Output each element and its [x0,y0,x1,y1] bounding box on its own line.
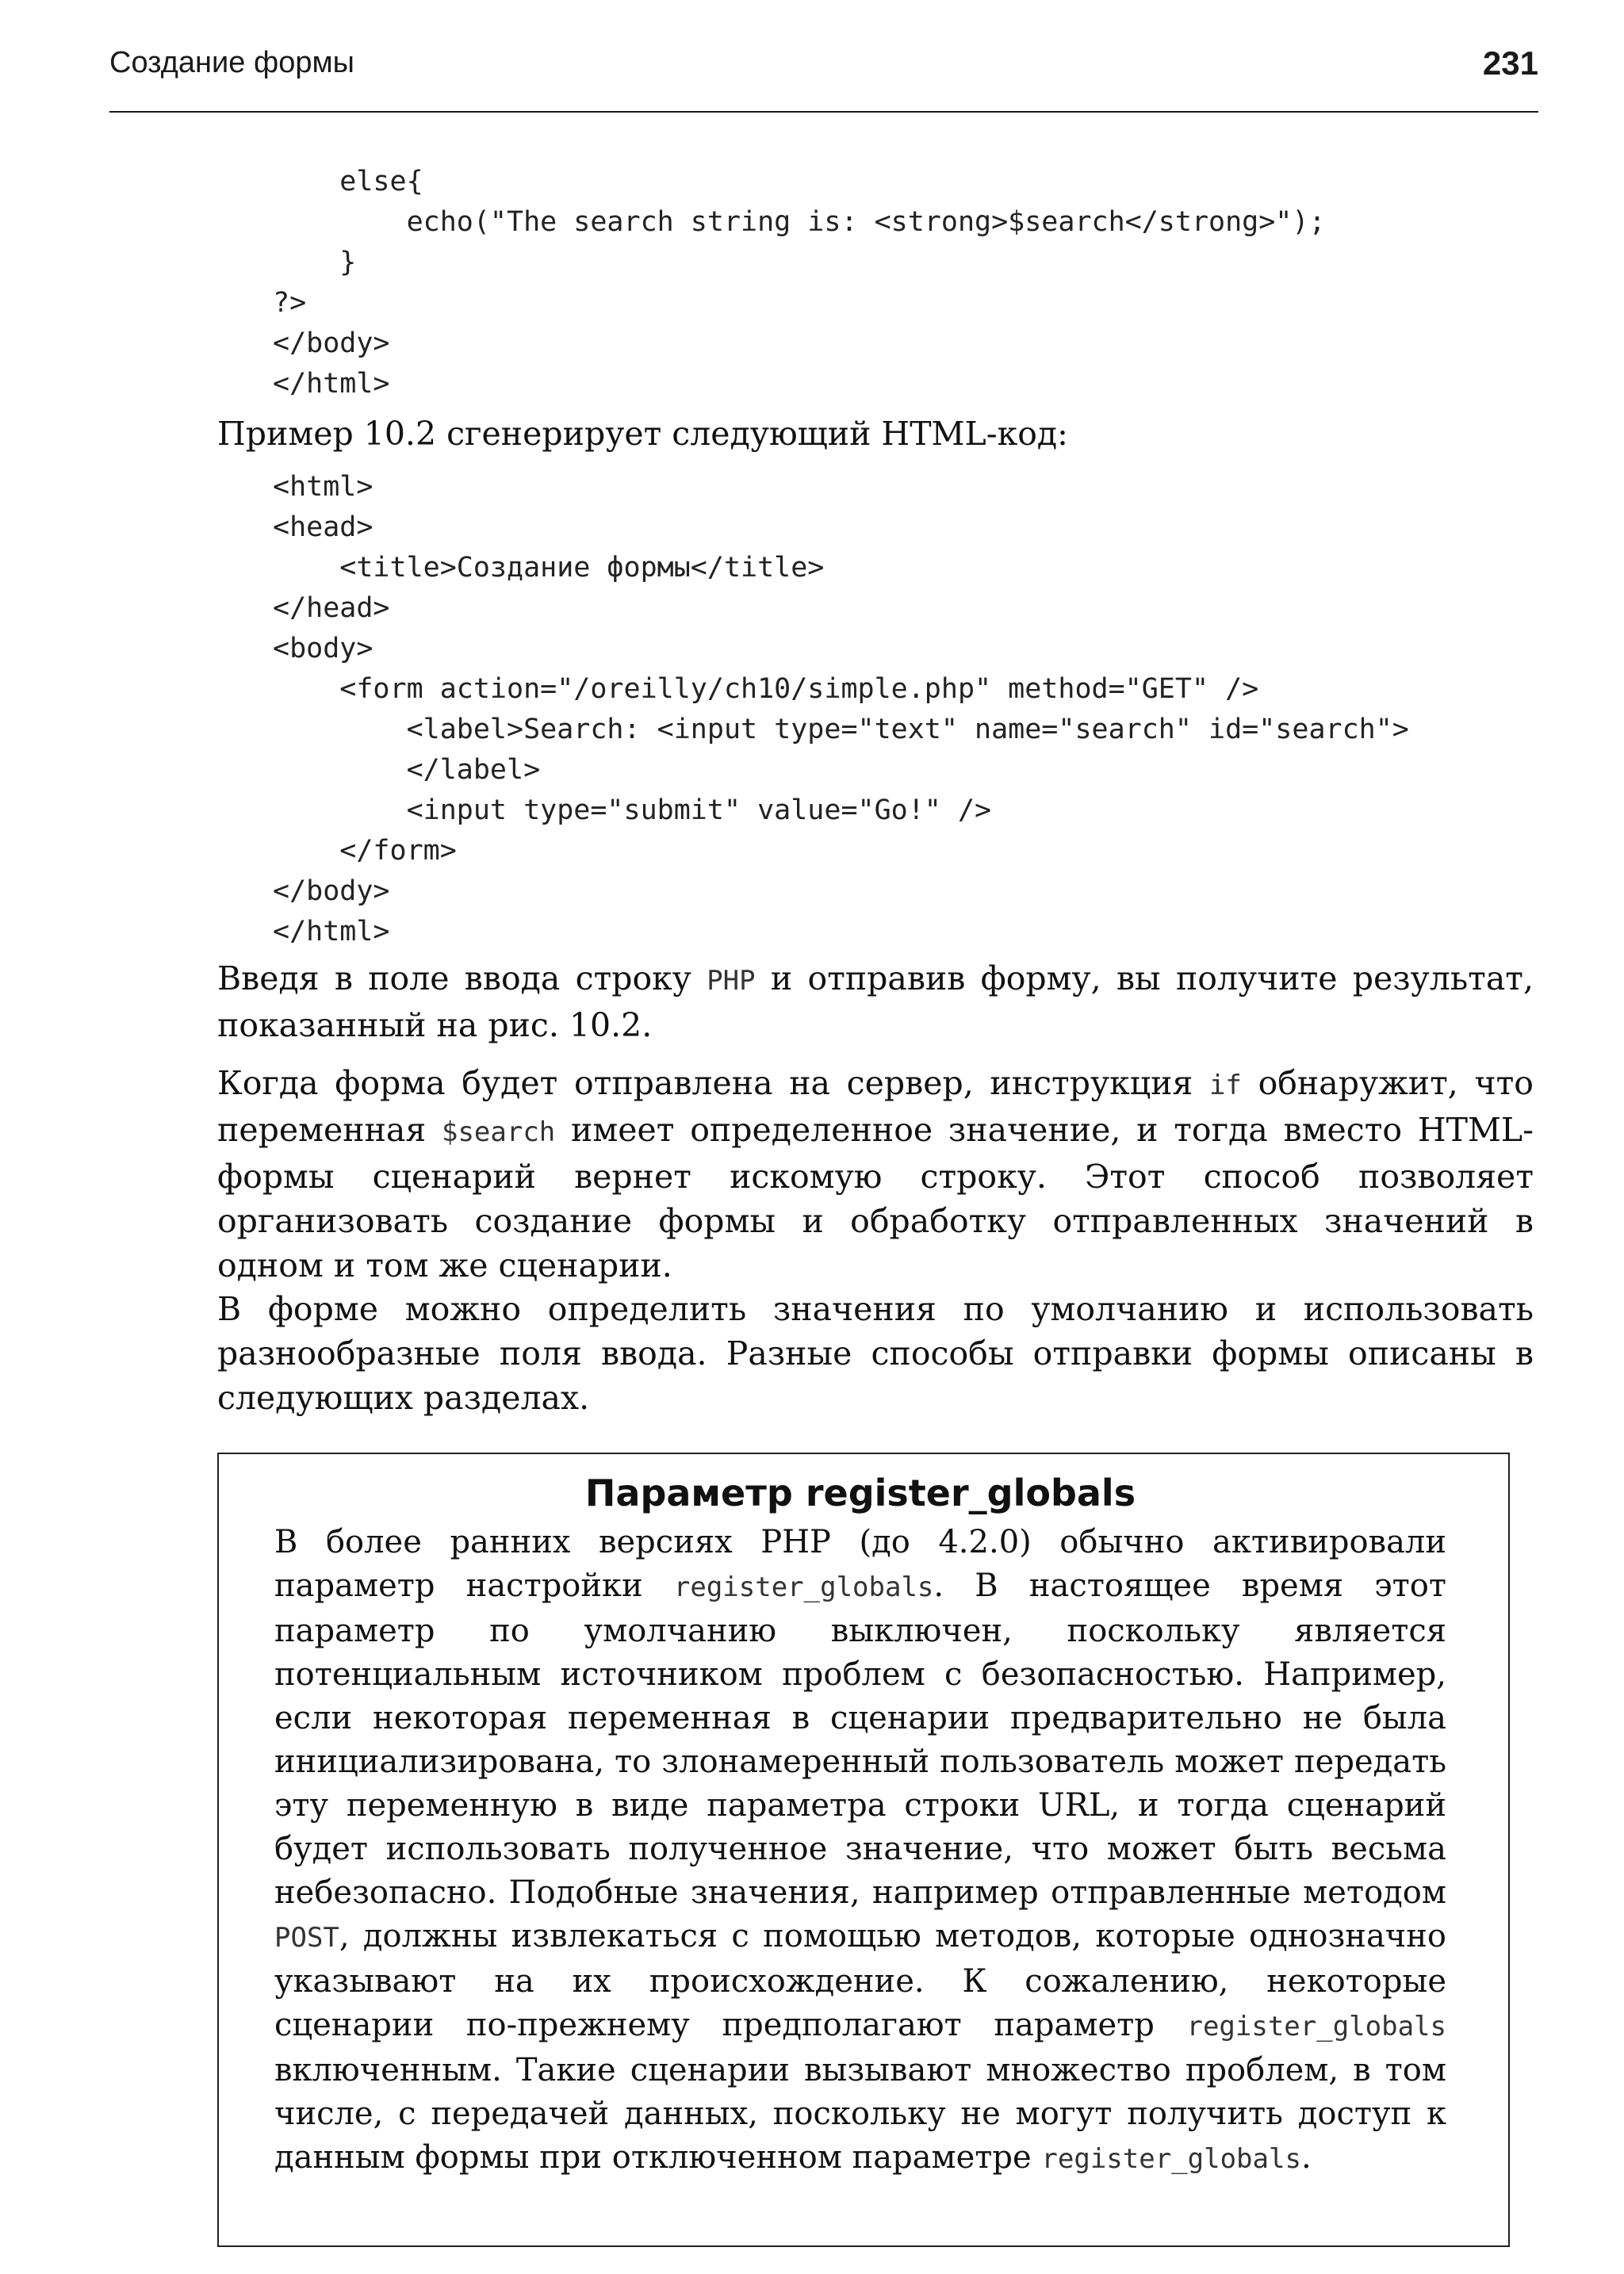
sidebar-register-globals [217,1453,1510,2247]
inline-code: register_globals [1041,2143,1301,2175]
code-line: </form> [273,835,457,867]
inline-code: PHP [707,965,756,997]
inline-code: register_globals [1186,2011,1446,2042]
code-line: </label> [273,754,541,786]
sidebar-title: Параметр register_globals [584,1472,1136,1514]
paragraph-result [217,956,1534,1047]
code-line: echo("The search string is: <strong>$search</strong>"); [273,206,1326,238]
paragraph-defaults: В форме можно определить значения по умолчанию и использовать разнообразные поля ввода. Разные способы отправки формы описаны в следующих разделах. [217,1290,1534,1417]
text-run: , должны извлекаться с помощью методов, которые однозначно указывают на их происхождение. К сожалению, некоторые сценарии по-прежнему предполагают параметр [274,1918,1446,2043]
inline-code: register_globals [673,1572,934,1603]
code-line: </head> [273,592,390,624]
text-run: Введя в поле ввода строку [217,959,707,997]
running-title: Создание формы [109,46,354,79]
text-run: . [1300,2139,1312,2176]
code-line: </body> [273,875,390,907]
code-line: <form action="/oreilly/ch10/simple.php" method="GET" /> [273,673,1259,705]
code-line: <html> [273,471,373,503]
text-run: В более ранних версиях PHP (до 4.2.0) обычно активировали параметр настройки [274,1524,1446,1604]
page-number: 231 [1482,44,1538,82]
page-header [109,46,1538,113]
text-run: имеет определенное значение, и тогда вместо HTML-формы сценарий вернет искомую строку. Этот способ позволяет организовать создание формы и обработку отправленных значений в одном и том же сценарии. [217,1111,1534,1284]
code-line: <head> [273,511,373,543]
code-line: </html> [273,368,390,400]
text-run: . В настоящее время этот параметр по умолчанию выключен, поскольку является потенциальным источником проблем с безопасностью. Например, если некоторая переменная в сценарии предварительно не была инициализирована, то злонамеренный пользователь может передать эту переменную в виде параметра строки URL, и тогда сценарий будет использовать полученное значение, что может быть весьма небезопасно. Подобные значения, например отправленные методом [274,1568,1446,1911]
inline-code: if [1208,1070,1242,1101]
inline-code: $search [441,1116,556,1148]
code-block-html-output [273,467,1409,952]
code-line: <input type="submit" value="Go!" /> [273,794,992,826]
inline-code: POST [274,1922,339,1954]
code-line: </body> [273,327,390,359]
code-line: } [273,247,357,278]
text-run: Когда форма будет отправлена на сервер, инструкция [217,1064,1209,1102]
code-line: <body> [273,633,373,664]
code-block-php-end [273,162,1326,404]
code-line: <title>Создание формы</title> [273,552,825,584]
sidebar-text [274,1521,1446,2181]
code-line: </html> [273,916,390,948]
text-run: включенным. Такие сценарии вызывают множество проблем, в том числе, с передачей данных, поскольку не могут получить доступ к данным формы при отключенном параметре [274,2052,1446,2176]
text-run: обнаружит, что переменная [217,1064,1534,1149]
paragraph-explanation [217,1061,1534,1288]
code-line: ?> [273,287,307,319]
code-line: else{ [273,166,423,197]
code-line: <label>Search: <input type="text" name="search" id="search"> [273,714,1409,745]
intro-sentence: Пример 10.2 сгенерирует следующий HTML-код: [217,415,1068,453]
text-run: и отправив форму, вы получите результат, показанный на рис. 10.2. [217,959,1534,1044]
